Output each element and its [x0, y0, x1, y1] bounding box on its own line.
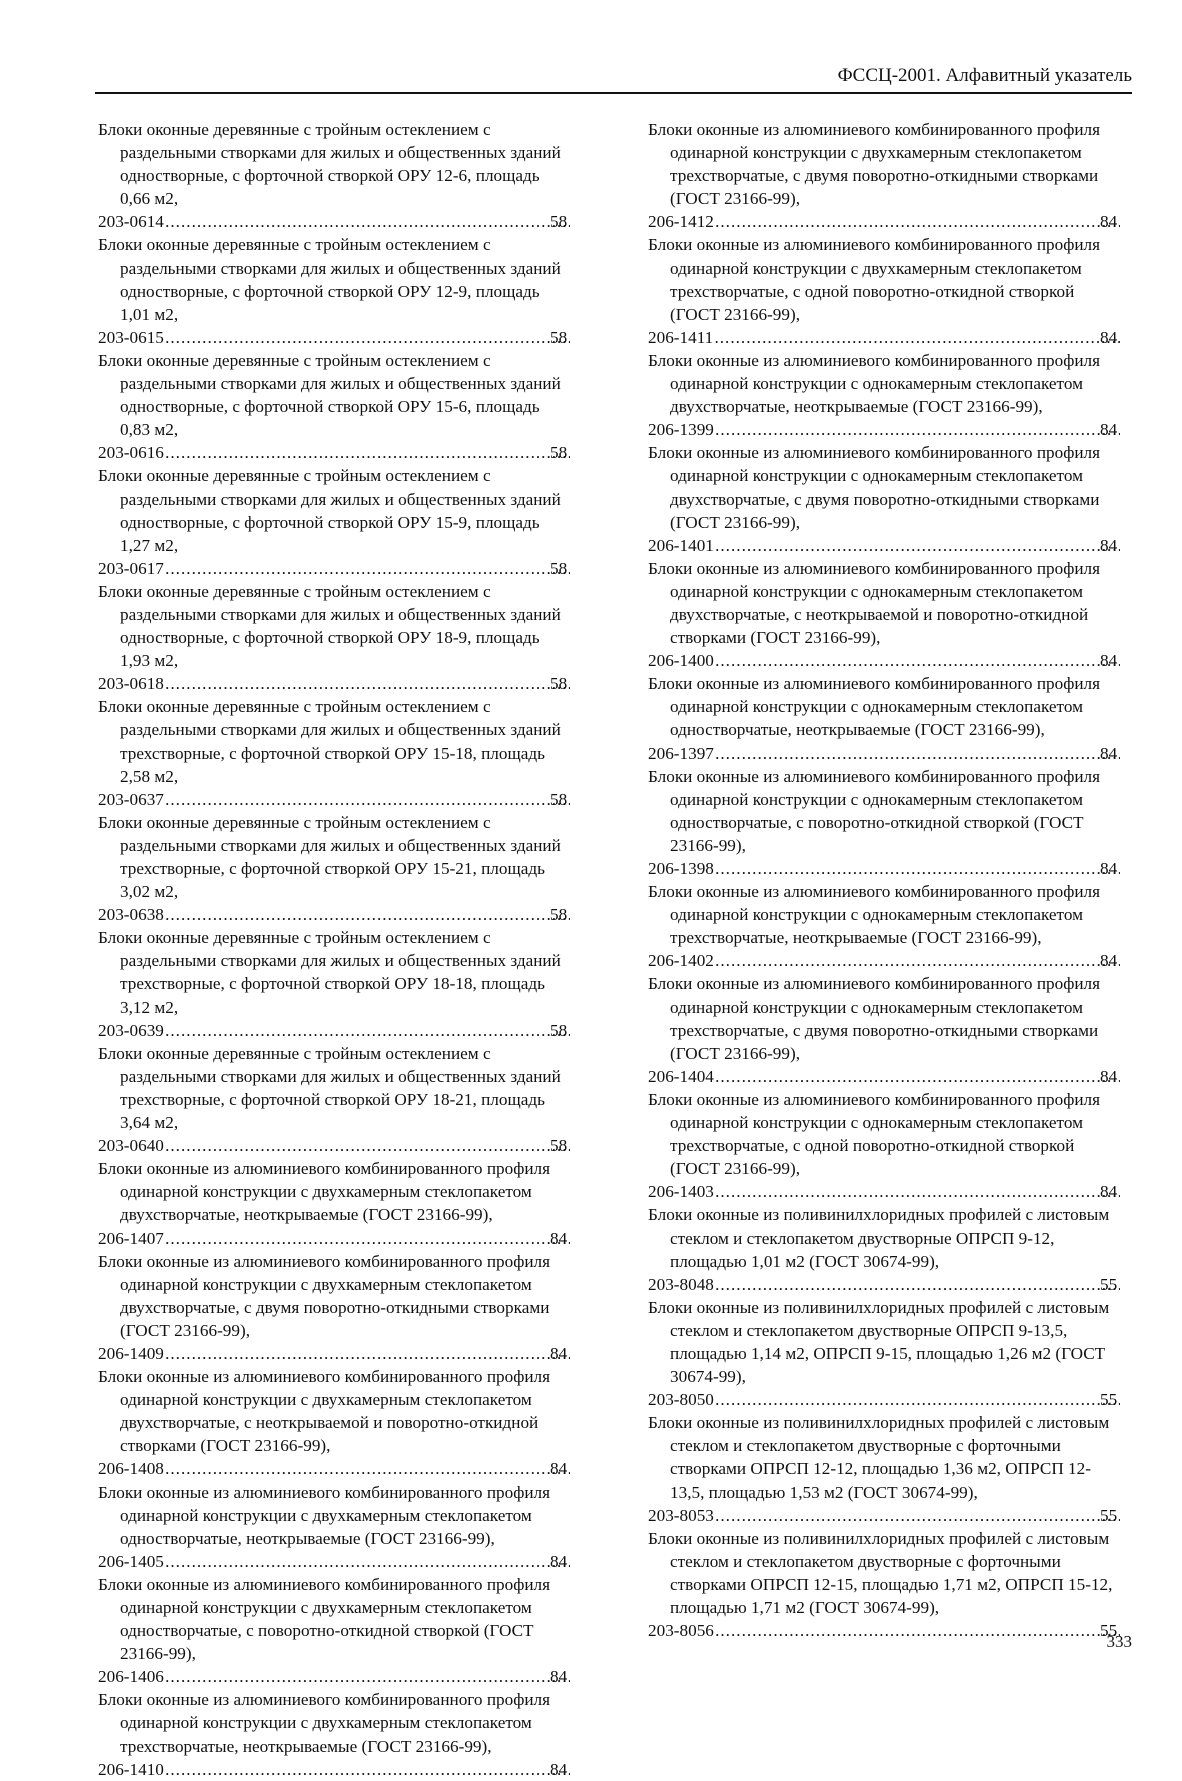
- entry-code: 203-0640: [98, 1136, 164, 1156]
- entry-leader-line: 203-8048 ..... 55: [670, 1273, 1122, 1296]
- dot-leader: [716, 1180, 1120, 1203]
- entry-code: 206-1411: [648, 327, 714, 347]
- dot-leader: [716, 857, 1120, 880]
- index-entry: [648, 672, 1122, 764]
- entry-text: Блоки оконные из алюминиевого комбинированного профиля одинарной конструкции с однокамерным стеклопакетом одностворчатые, неоткрываемые (ГОСТ 23166-99),: [648, 674, 1101, 740]
- entry-text: Блоки оконные деревянные с тройным остеклением с раздельными створками для жилых и общественных зданий трехстворные, с форточной створкой ОРУ 18-21, площадь 3,64 м2,: [98, 1043, 561, 1133]
- dot-leader: [166, 1550, 570, 1573]
- header-title: ФССЦ-2001. Алфавитный указатель: [837, 65, 1132, 86]
- entry-code: 206-1397: [648, 743, 714, 763]
- entry-code: 203-0618: [98, 674, 164, 694]
- index-entry: [648, 1527, 1122, 1642]
- dot-leader: [166, 210, 570, 233]
- left-column: [98, 118, 572, 1781]
- entry-code: 203-0638: [98, 905, 164, 925]
- entry-code: 206-1398: [648, 859, 714, 878]
- entry-leader-line: 206-1412 ..... 84: [670, 210, 1122, 233]
- entry-code: 203-0639: [98, 1020, 164, 1040]
- dot-leader: [166, 1457, 570, 1480]
- entry-leader-line: 203-0615 ..... 58: [120, 326, 572, 349]
- index-entry: [648, 972, 1122, 1087]
- entry-text: Блоки оконные из алюминиевого комбинированного профиля одинарной конструкции с двухкамерным стеклопакетом трехстворчатые, с двумя поворотно-откидными створками (ГОСТ 23166-99),: [648, 120, 1101, 209]
- dot-leader: [166, 1665, 570, 1688]
- index-entry: [98, 1481, 572, 1573]
- index-entry: [648, 765, 1122, 880]
- entry-code: 203-8053: [648, 1505, 714, 1525]
- entry-text: Блоки оконные из алюминиевого комбинированного профиля одинарной конструкции с однокамерным стеклопакетом трехстворчатые, с двумя поворотно-откидными створками (ГОСТ 23166-99),: [648, 974, 1101, 1063]
- dot-leader: [166, 557, 570, 580]
- entry-leader-line: 206-1408 ..... 84: [120, 1457, 572, 1480]
- entry-text: Блоки оконные из алюминиевого комбинированного профиля одинарной конструкции с двухкамерным стеклопакетом двухстворчатые, с неоткрываемой и поворотно-откидной створками (ГОСТ 23166-99),: [98, 1367, 551, 1456]
- entry-leader-line: 206-1411 ..... 84: [670, 326, 1122, 349]
- entry-code: 206-1404: [648, 1066, 714, 1086]
- entry-text: Блоки оконные из алюминиевого комбинированного профиля одинарной конструкции с однокамерным стеклопакетом трехстворчатые, неоткрываемые (ГОСТ 23166-99),: [648, 882, 1101, 948]
- entry-code: 206-1399: [648, 420, 714, 440]
- dot-leader: [716, 534, 1120, 557]
- entry-leader-line: 203-8056 ..... 55: [670, 1619, 1122, 1642]
- index-entry: [648, 118, 1122, 233]
- entry-leader-line: 206-1401 ..... 84: [670, 534, 1122, 557]
- index-entry: [98, 1688, 572, 1780]
- page-number: 333: [1106, 1632, 1132, 1651]
- entry-text: Блоки оконные из поливинилхлоридных профилей с листовым стеклом и стеклопакетом двустворные с форточными створками ОПРСП 12-15, площадью 1,71 м2, ОПРСП 15-12, площадью 1,71 м2 (ГОСТ 30674-99),: [648, 1528, 1113, 1617]
- index-entry: [648, 557, 1122, 672]
- entry-leader-line: 203-0637 ..... 58: [120, 788, 572, 811]
- dot-leader: [716, 1619, 1120, 1642]
- entry-leader-line: 206-1404 ..... 84: [670, 1065, 1122, 1088]
- index-entry: [98, 580, 572, 695]
- entry-code: 203-0614: [98, 212, 164, 232]
- entry-text: Блоки оконные деревянные с тройным остеклением с раздельными створками для жилых и общественных зданий трехстворные, с форточной створкой ОРУ 15-18, площадь 2,58 м2,: [98, 697, 561, 786]
- entry-code: 206-1402: [648, 951, 714, 971]
- entry-text: Блоки оконные из алюминиевого комбинированного профиля одинарной конструкции с двухкамерным стеклопакетом трехстворчатые, неоткрываемые (ГОСТ 23166-99),: [98, 1690, 551, 1756]
- entry-code: 206-1406: [98, 1667, 164, 1687]
- index-entry: [648, 880, 1122, 972]
- dot-leader: [166, 441, 570, 464]
- dot-leader: [716, 1504, 1120, 1527]
- entry-leader-line: 206-1403 ..... 84: [670, 1180, 1122, 1203]
- entry-leader-line: 203-0638 ..... 58: [120, 903, 572, 926]
- entry-text: Блоки оконные из алюминиевого комбинированного профиля одинарной конструкции с двухкамерным стеклопакетом двухстворчатые, с двумя поворотно-откидными створками (ГОСТ 23166-99),: [98, 1251, 551, 1340]
- index-entry: [648, 1203, 1122, 1295]
- dot-leader: [715, 326, 1120, 349]
- dot-leader: [716, 949, 1120, 972]
- index-entry: [98, 926, 572, 1041]
- index-entry: [648, 1411, 1122, 1526]
- index-entry: [98, 811, 572, 926]
- entry-text: Блоки оконные из алюминиевого комбинированного профиля одинарной конструкции с однокамерным стеклопакетом одностворчатые, с поворотно-откидной створкой (ГОСТ 23166-99),: [648, 766, 1101, 855]
- entry-code: 203-0617: [98, 558, 164, 578]
- entry-leader-line: 203-0640 ..... 58: [120, 1134, 572, 1157]
- dot-leader: [716, 649, 1120, 672]
- entry-text: Блоки оконные из алюминиевого комбинированного профиля одинарной конструкции с двухкамерным стеклопакетом одностворчатые, с поворотно-откидной створкой (ГОСТ 23166-99),: [98, 1574, 551, 1664]
- dot-leader: [166, 1342, 570, 1365]
- dot-leader: [166, 326, 570, 349]
- entry-text: Блоки оконные из алюминиевого комбинированного профиля одинарной конструкции с двухкамерным стеклопакетом трехстворчатые, с одной поворотно-откидной створкой (ГОСТ 23166-99),: [648, 235, 1101, 324]
- entry-code: 203-0615: [98, 327, 164, 347]
- dot-leader: [166, 903, 570, 926]
- entry-leader-line: 206-1410 ..... 84: [120, 1758, 572, 1781]
- entry-text: Блоки оконные деревянные с тройным остеклением с раздельными створками для жилых и общественных зданий одностворные, с форточной створкой ОРУ 15-9, площадь 1,27 м2,: [98, 466, 561, 555]
- entry-code: 203-8048: [648, 1274, 714, 1294]
- dot-leader: [166, 1134, 570, 1157]
- index-entry: [98, 1042, 572, 1157]
- entry-leader-line: 206-1400 ..... 84: [670, 649, 1122, 672]
- dot-leader: [166, 1227, 570, 1250]
- index-entry: [98, 349, 572, 464]
- entry-leader-line: 206-1406 ..... 84: [120, 1665, 572, 1688]
- entry-text: Блоки оконные из алюминиевого комбинированного профиля одинарной конструкции с однокамерным стеклопакетом трехстворчатые, с одной поворотно-откидной створкой (ГОСТ 23166-99),: [648, 1089, 1101, 1179]
- entry-code: 203-8056: [648, 1621, 714, 1641]
- dot-leader: [166, 672, 570, 695]
- entry-text: Блоки оконные из поливинилхлоридных профилей с листовым стеклом и стеклопакетом двустворные ОПРСП 9-13,5, площадью 1,14 м2, ОПРСП 9-15, площадью 1,26 м2 (ГОСТ 30674-99),: [648, 1297, 1110, 1387]
- entry-leader-line: 206-1409 ..... 84: [120, 1342, 572, 1365]
- entry-text: Блоки оконные деревянные с тройным остеклением с раздельными створками для жилых и общественных зданий одностворные, с форточной створкой ОРУ 12-9, площадь 1,01 м2,: [98, 235, 561, 324]
- entry-leader-line: 206-1398 ..... 84: [670, 857, 1122, 880]
- dot-leader: [166, 1758, 570, 1781]
- dot-leader: [716, 742, 1120, 765]
- index-entry: [648, 1088, 1122, 1203]
- entry-text: Блоки оконные деревянные с тройным остеклением с раздельными створками для жилых и общественных зданий одностворные, с форточной створкой ОРУ 18-9, площадь 1,93 м2,: [98, 581, 561, 671]
- entry-text: Блоки оконные деревянные с тройным остеклением с раздельными створками для жилых и общественных зданий одностворные, с форточной створкой ОРУ 12-6, площадь 0,66 м2,: [98, 120, 561, 209]
- index-entry: [98, 1365, 572, 1480]
- running-header: [95, 62, 1132, 94]
- entry-text: Блоки оконные деревянные с тройным остеклением с раздельными створками для жилых и общественных зданий трехстворные, с форточной створкой ОРУ 15-21, площадь 3,02 м2,: [98, 812, 561, 902]
- entry-text: Блоки оконные из алюминиевого комбинированного профиля одинарной конструкции с двухкамерным стеклопакетом двухстворчатые, неоткрываемые (ГОСТ 23166-99),: [98, 1159, 551, 1225]
- entry-leader-line: 206-1402 ..... 84: [670, 949, 1122, 972]
- dot-leader: [166, 788, 570, 811]
- entry-code: 206-1407: [98, 1228, 164, 1248]
- entry-leader-line: 206-1407 ..... 84: [120, 1227, 572, 1250]
- index-entry: [98, 1157, 572, 1249]
- entry-text: Блоки оконные деревянные с тройным остеклением с раздельными створками для жилых и общественных зданий одностворные, с форточной створкой ОРУ 15-6, площадь 0,83 м2,: [98, 350, 561, 440]
- entry-text: Блоки оконные деревянные с тройным остеклением с раздельными створками для жилых и общественных зданий трехстворные, с форточной створкой ОРУ 18-18, площадь 3,12 м2,: [98, 928, 561, 1017]
- entry-leader-line: 203-0616 ..... 58: [120, 441, 572, 464]
- entry-text: Блоки оконные из алюминиевого комбинированного профиля одинарной конструкции с двухкамерным стеклопакетом одностворчатые, неоткрываемые (ГОСТ 23166-99),: [98, 1482, 551, 1548]
- index-entry: [98, 1250, 572, 1365]
- entry-code: 206-1408: [98, 1459, 164, 1479]
- entry-code: 206-1401: [648, 535, 714, 555]
- entry-code: 206-1410: [98, 1759, 164, 1779]
- dot-leader: [716, 1388, 1120, 1411]
- entry-leader-line: 203-0618 ..... 58: [120, 672, 572, 695]
- index-entry: [648, 233, 1122, 348]
- entry-code: 203-0637: [98, 789, 164, 809]
- dot-leader: [716, 210, 1120, 233]
- entry-leader-line: 203-8050 ..... 55: [670, 1388, 1122, 1411]
- entry-code: 206-1403: [648, 1182, 714, 1202]
- entry-code: 203-0616: [98, 443, 164, 463]
- dot-leader: [716, 1065, 1120, 1088]
- index-entry: [98, 464, 572, 579]
- entry-leader-line: 203-8053 ..... 55: [670, 1504, 1122, 1527]
- dot-leader: [716, 418, 1120, 441]
- index-entry: [98, 695, 572, 810]
- entry-leader-line: 206-1399 ..... 84: [670, 418, 1122, 441]
- entry-code: 206-1405: [98, 1551, 164, 1571]
- entry-text: Блоки оконные из алюминиевого комбинированного профиля одинарной конструкции с однокамерным стеклопакетом двухстворчатые, с неоткрываемой и поворотно-откидной створками (ГОСТ 23166-99),: [648, 558, 1101, 648]
- entry-leader-line: 203-0639 ..... 58: [120, 1019, 572, 1042]
- index-entry: [648, 1296, 1122, 1411]
- entry-text: Блоки оконные из поливинилхлоридных профилей с листовым стеклом и стеклопакетом двустворные ОПРСП 9-12, площадью 1,01 м2 (ГОСТ 30674-99),: [648, 1205, 1110, 1271]
- entry-code: 206-1409: [98, 1343, 164, 1363]
- entry-leader-line: 206-1397 ..... 84: [670, 742, 1122, 765]
- index-entry: [648, 349, 1122, 441]
- dot-leader: [166, 1019, 570, 1042]
- index-entry: [98, 118, 572, 233]
- dot-leader: [716, 1273, 1120, 1296]
- entry-leader-line: 203-0617 ..... 58: [120, 557, 572, 580]
- index-entry: [98, 233, 572, 348]
- index-entry: [648, 441, 1122, 556]
- entry-code: 203-8050: [648, 1390, 714, 1410]
- right-column: [648, 118, 1122, 1642]
- entry-code: 206-1412: [648, 212, 714, 232]
- entry-text: Блоки оконные из алюминиевого комбинированного профиля одинарной конструкции с однокамерным стеклопакетом двухстворчатые, неоткрываемые (ГОСТ 23166-99),: [648, 350, 1101, 417]
- entry-text: Блоки оконные из алюминиевого комбинированного профиля одинарной конструкции с однокамерным стеклопакетом двухстворчатые, с двумя поворотно-откидными створками (ГОСТ 23166-99),: [648, 443, 1101, 532]
- index-entry: [98, 1573, 572, 1688]
- entry-leader-line: 206-1405 ..... 84: [120, 1550, 572, 1573]
- entry-code: 206-1400: [648, 651, 714, 671]
- entry-text: Блоки оконные из поливинилхлоридных профилей с листовым стеклом и стеклопакетом двустворные с форточными створками ОПРСП 12-12, площадью 1,36 м2, ОПРСП 12-13,5, площадью 1,53 м2 (ГОСТ 30674-99),: [648, 1413, 1110, 1502]
- entry-leader-line: 203-0614 ..... 58: [120, 210, 572, 233]
